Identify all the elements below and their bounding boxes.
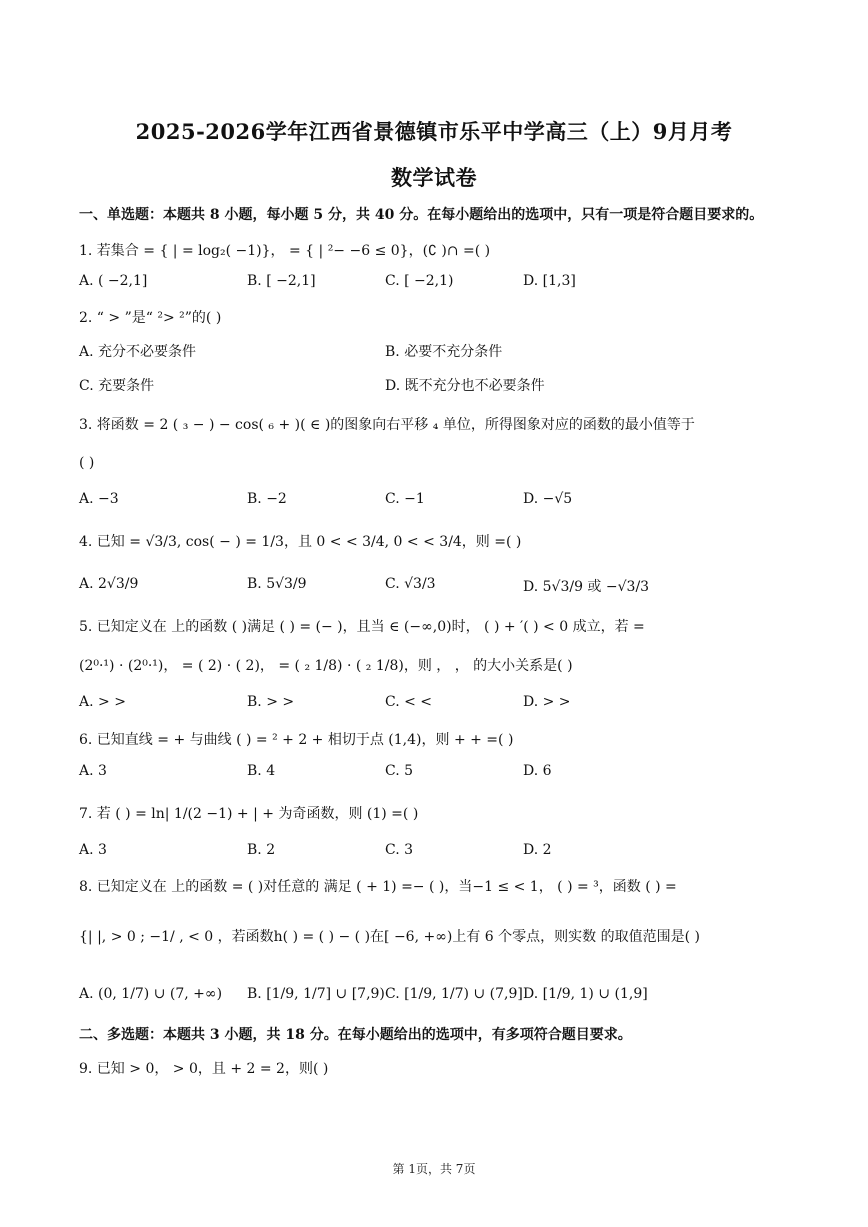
question-6-option-a: A. 3 xyxy=(79,763,107,779)
question-1-option-b: B. [ −2,1] xyxy=(247,273,316,289)
question-7-option-d: D. 2 xyxy=(523,842,552,858)
question-6-stem: 6. 已知直线 = + 与曲线 ( ) = ² + 2 + 相切于点 (1,4)，则 + + =( ) xyxy=(79,732,514,748)
question-3-option-c: C. −1 xyxy=(385,491,425,507)
question-3-option-d: D. −√5 xyxy=(523,491,573,507)
section-heading-multiple-choice: 二、多选题：本题共 3 小题，共 18 分。在每小题给出的选项中，有多项符合题目要求。 xyxy=(79,1027,632,1043)
question-6-option-c: C. 5 xyxy=(385,763,414,779)
question-3-stem: 3. 将函数 = 2 ( ₃ − ) − cos( ₆ + )( ∈ )的图象向右平移 ₄ 单位，所得图象对应的函数的最小值等于 xyxy=(79,417,695,433)
question-1-option-a: A. ( −2,1] xyxy=(79,273,148,289)
question-7-option-c: C. 3 xyxy=(385,842,414,858)
question-1-stem: 1. 若集合 = { | = log₂( −1)}， = { | ²− −6 ≤ 0}，(∁ )∩ =( ) xyxy=(79,243,491,259)
question-2-stem: 2. “ > ”是“ ²> ²”的( ) xyxy=(79,310,222,326)
question-4-stem: 4. 已知 = √3/3, cos( − ) = 1/3，且 0 < < 3/4, 0 < < 3/4，则 =( ) xyxy=(79,534,522,550)
question-4-option-b: B. 5√3/9 xyxy=(247,576,307,592)
page-footer: 第 1页，共 7页 xyxy=(392,1162,476,1176)
question-5-option-b: B. > > xyxy=(247,694,295,710)
question-8-option-a: A. (0, 1/7) ∪ (7, +∞) xyxy=(79,986,223,1002)
question-2-option-a: A. 充分不必要条件 xyxy=(79,344,197,360)
exam-title: 2025-2026学年江西省景德镇市乐平中学高三（上）9月月考 xyxy=(135,119,733,144)
question-7-option-b: B. 2 xyxy=(247,842,276,858)
question-7-option-a: A. 3 xyxy=(79,842,107,858)
question-5-stem: 5. 已知定义在 上的函数 ( )满足 ( ) = (− )，且当 ∈ (−∞,0)时， ( ) + ′( ) < 0 成立，若 = xyxy=(79,619,645,635)
question-1-option-c: C. [ −2,1) xyxy=(385,273,454,289)
question-1-option-d: D. [1,3] xyxy=(523,273,576,289)
question-6-option-b: B. 4 xyxy=(247,763,276,779)
question-8-option-c: C. [1/9, 1/7) ∪ (7,9] xyxy=(385,986,523,1002)
question-4-option-a: A. 2√3/9 xyxy=(79,576,139,592)
question-2-option-b: B. 必要不充分条件 xyxy=(385,344,503,360)
exam-subtitle: 数学试卷 xyxy=(391,165,477,190)
question-6-option-d: D. 6 xyxy=(523,763,552,779)
question-4-option-c: C. √3/3 xyxy=(385,576,436,592)
section-heading-single-choice: 一、单选题：本题共 8 小题，每小题 5 分，共 40 分。在每小题给出的选项中，只有一项是符合题目要求的。 xyxy=(79,207,764,223)
question-8-option-b: B. [1/9, 1/7] ∪ [7,9) xyxy=(247,986,385,1002)
question-3-option-b: B. −2 xyxy=(247,491,287,507)
question-7-stem: 7. 若 ( ) = ln| 1/(2 −1) + | + 为奇函数，则 (1) =( ) xyxy=(79,806,419,822)
question-8-stem: 8. 已知定义在 上的函数 = ( )对任意的 满足 ( + 1) =− ( )，当−1 ≤ < 1， ( ) = ³，函数 ( ) = xyxy=(79,879,677,895)
question-3-stem-cont: ( ) xyxy=(79,455,95,471)
question-5-option-c: C. < < xyxy=(385,694,433,710)
question-8-option-d: D. [1/9, 1) ∪ (1,9] xyxy=(523,986,648,1002)
question-4-option-d: D. 5√3/9 或 −√3/3 xyxy=(523,579,650,595)
question-5-option-d: D. > > xyxy=(523,694,571,710)
question-8-stem-cont: {| |, > 0 ; −1/ , < 0 ，若函数h( ) = ( ) − ( )在[ −6, +∞)上有 6 个零点，则实数 的取值范围是( ) xyxy=(79,929,700,945)
question-2-option-d: D. 既不充分也不必要条件 xyxy=(385,378,545,394)
question-9-stem: 9. 已知 > 0， > 0，且 + 2 = 2，则( ) xyxy=(79,1061,329,1077)
question-3-option-a: A. −3 xyxy=(79,491,119,507)
question-5-stem-cont: (2⁰·¹) · (2⁰·¹)， = ( 2) · ( 2)， = ( ₂ 1/8) · ( ₂ 1/8)，则 ， ， 的大小关系是( ) xyxy=(79,658,573,674)
question-5-option-a: A. > > xyxy=(79,694,126,710)
question-2-option-c: C. 充要条件 xyxy=(79,378,155,394)
